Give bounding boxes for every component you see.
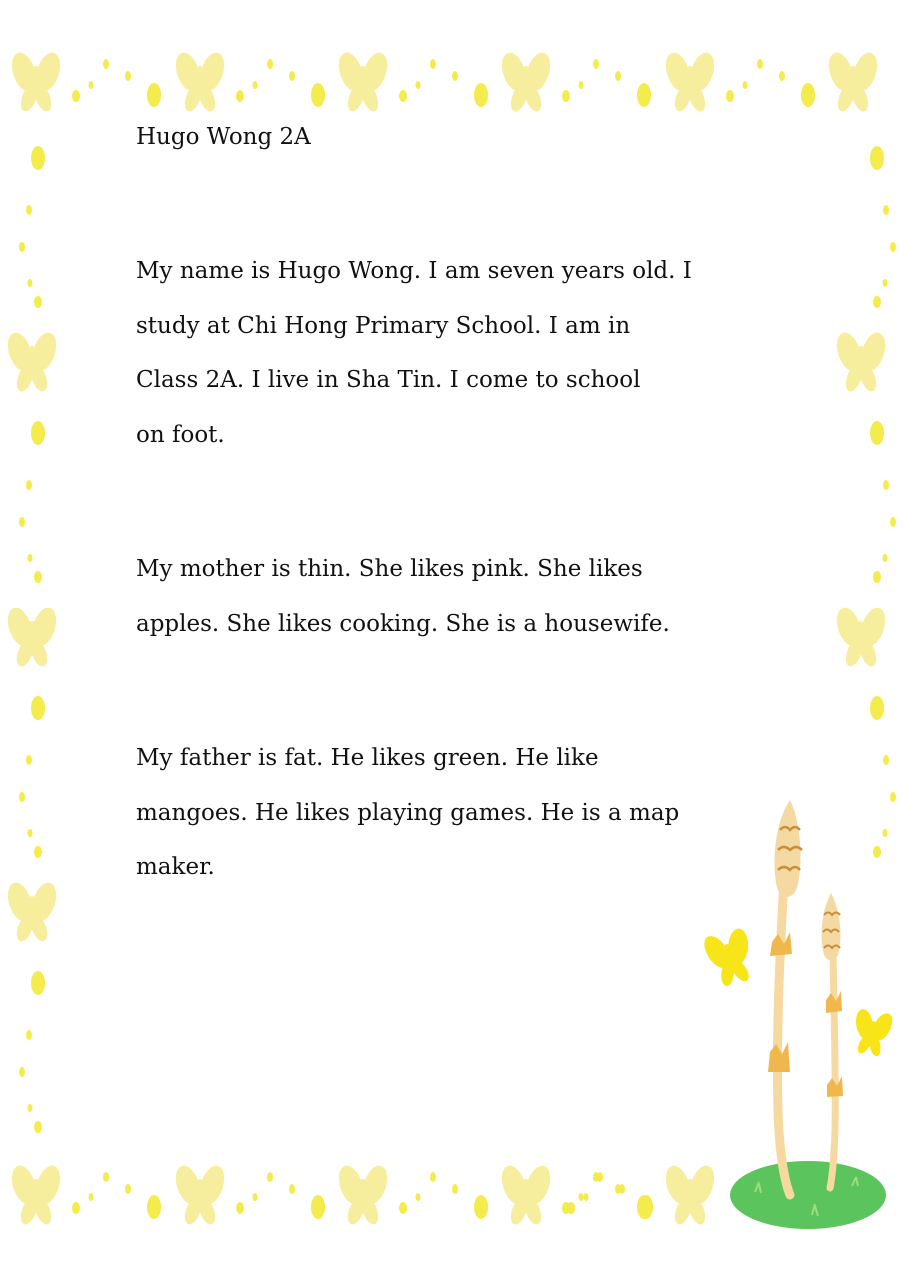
dot	[34, 571, 42, 583]
dot	[125, 71, 131, 81]
dot	[26, 755, 32, 765]
grass-mound	[730, 1161, 886, 1229]
dot	[416, 81, 421, 89]
dot	[147, 83, 161, 107]
butterfly-icon	[698, 923, 763, 992]
butterfly-icon	[497, 1163, 554, 1227]
dot	[873, 296, 881, 308]
butterfly-icon	[847, 1005, 898, 1060]
short-stem	[830, 955, 835, 1188]
dot	[311, 83, 325, 107]
dot	[31, 971, 45, 995]
dot	[890, 242, 896, 252]
dot	[103, 59, 109, 69]
dot	[72, 1202, 80, 1214]
dot	[883, 279, 888, 287]
dot	[31, 421, 45, 445]
paragraph-father	[136, 731, 776, 895]
butterfly-icon	[497, 50, 554, 114]
butterfly-icon	[3, 330, 60, 394]
butterfly-icon	[7, 1163, 64, 1227]
butterfly-icon	[661, 50, 718, 114]
dot	[883, 554, 888, 562]
author-line: Hugo Wong 2A	[136, 124, 311, 150]
dot	[870, 696, 884, 720]
dot	[26, 1030, 32, 1040]
dot	[883, 755, 889, 765]
dot	[26, 480, 32, 490]
tall-stem	[777, 880, 790, 1195]
dot	[236, 90, 244, 102]
dot	[870, 146, 884, 170]
butterfly-icon	[832, 605, 889, 669]
dot	[801, 83, 815, 107]
paragraph-line: My name is Hugo Wong. I am seven years old. I	[136, 258, 692, 284]
paragraph-line: maker.	[136, 854, 215, 880]
dot	[890, 792, 896, 802]
dot	[639, 1195, 653, 1219]
dot	[637, 83, 651, 107]
butterfly-icon	[3, 605, 60, 669]
dot	[883, 205, 889, 215]
dot	[28, 279, 33, 287]
paragraph-line: on foot.	[136, 421, 225, 448]
paragraph-line: My father is fat. He likes green. He like	[136, 745, 599, 771]
dot	[28, 1104, 33, 1112]
dot	[873, 846, 881, 858]
dot	[399, 1202, 407, 1214]
bright-butterfly-icons	[698, 923, 898, 1060]
dot	[253, 1193, 258, 1201]
dot	[253, 81, 258, 89]
dot	[579, 1193, 584, 1201]
butterfly-icon	[334, 1163, 391, 1227]
dot	[883, 480, 889, 490]
dot	[593, 59, 599, 69]
dot	[311, 1195, 325, 1219]
paragraph-line: mangoes. He likes playing games. He is a map	[136, 799, 680, 826]
dot	[779, 71, 785, 81]
dot	[883, 829, 888, 837]
dot	[147, 1195, 161, 1219]
dot	[579, 81, 584, 89]
dot	[597, 1172, 603, 1182]
dot	[19, 242, 25, 252]
dot	[28, 829, 33, 837]
butterfly-icon	[7, 50, 64, 114]
butterfly-icon	[3, 880, 60, 944]
dot	[31, 146, 45, 170]
dot	[289, 1184, 295, 1194]
dot	[562, 90, 570, 102]
paragraph-line: Class 2A. I live in Sha Tin. I come to school	[136, 367, 641, 393]
dot	[89, 1193, 94, 1201]
dot	[757, 59, 763, 69]
dot	[267, 59, 273, 69]
dot	[19, 517, 25, 527]
paragraph-mother	[136, 542, 776, 651]
paragraph-about-me	[136, 244, 776, 462]
dot	[452, 1184, 458, 1194]
dot	[870, 421, 884, 445]
dot	[72, 90, 80, 102]
dot	[31, 696, 45, 720]
butterfly-icon	[661, 1163, 718, 1227]
dot	[289, 71, 295, 81]
dot	[430, 1172, 436, 1182]
dot	[416, 1193, 421, 1201]
dot	[873, 571, 881, 583]
dot	[34, 846, 42, 858]
dot	[103, 1172, 109, 1182]
dot	[19, 1067, 25, 1077]
dot	[567, 1202, 575, 1214]
dot	[26, 205, 32, 215]
dot	[615, 71, 621, 81]
butterfly-icon	[334, 50, 391, 114]
dot	[619, 1184, 625, 1194]
butterfly-icon	[824, 50, 881, 114]
dot	[267, 1172, 273, 1182]
dot	[430, 59, 436, 69]
dot	[28, 554, 33, 562]
dot	[584, 1193, 589, 1201]
dot	[726, 90, 734, 102]
dot	[89, 81, 94, 89]
short-cone	[822, 893, 841, 960]
butterfly-icon	[171, 50, 228, 114]
butterfly-icon	[171, 1163, 228, 1227]
dot	[19, 792, 25, 802]
dot	[743, 81, 748, 89]
dot	[125, 1184, 131, 1194]
paragraph-line: My mother is thin. She likes pink. She likes	[136, 556, 643, 582]
paragraph-line: study at Chi Hong Primary School. I am in	[136, 312, 631, 339]
dot	[34, 1121, 42, 1133]
dot	[474, 1195, 488, 1219]
dot	[474, 83, 488, 107]
dot	[452, 71, 458, 81]
paragraph-line: apples. She likes cooking. She is a housewife.	[136, 610, 670, 637]
dot	[399, 90, 407, 102]
butterfly-icon	[832, 330, 889, 394]
dot	[236, 1202, 244, 1214]
dot	[34, 296, 42, 308]
dot	[890, 517, 896, 527]
